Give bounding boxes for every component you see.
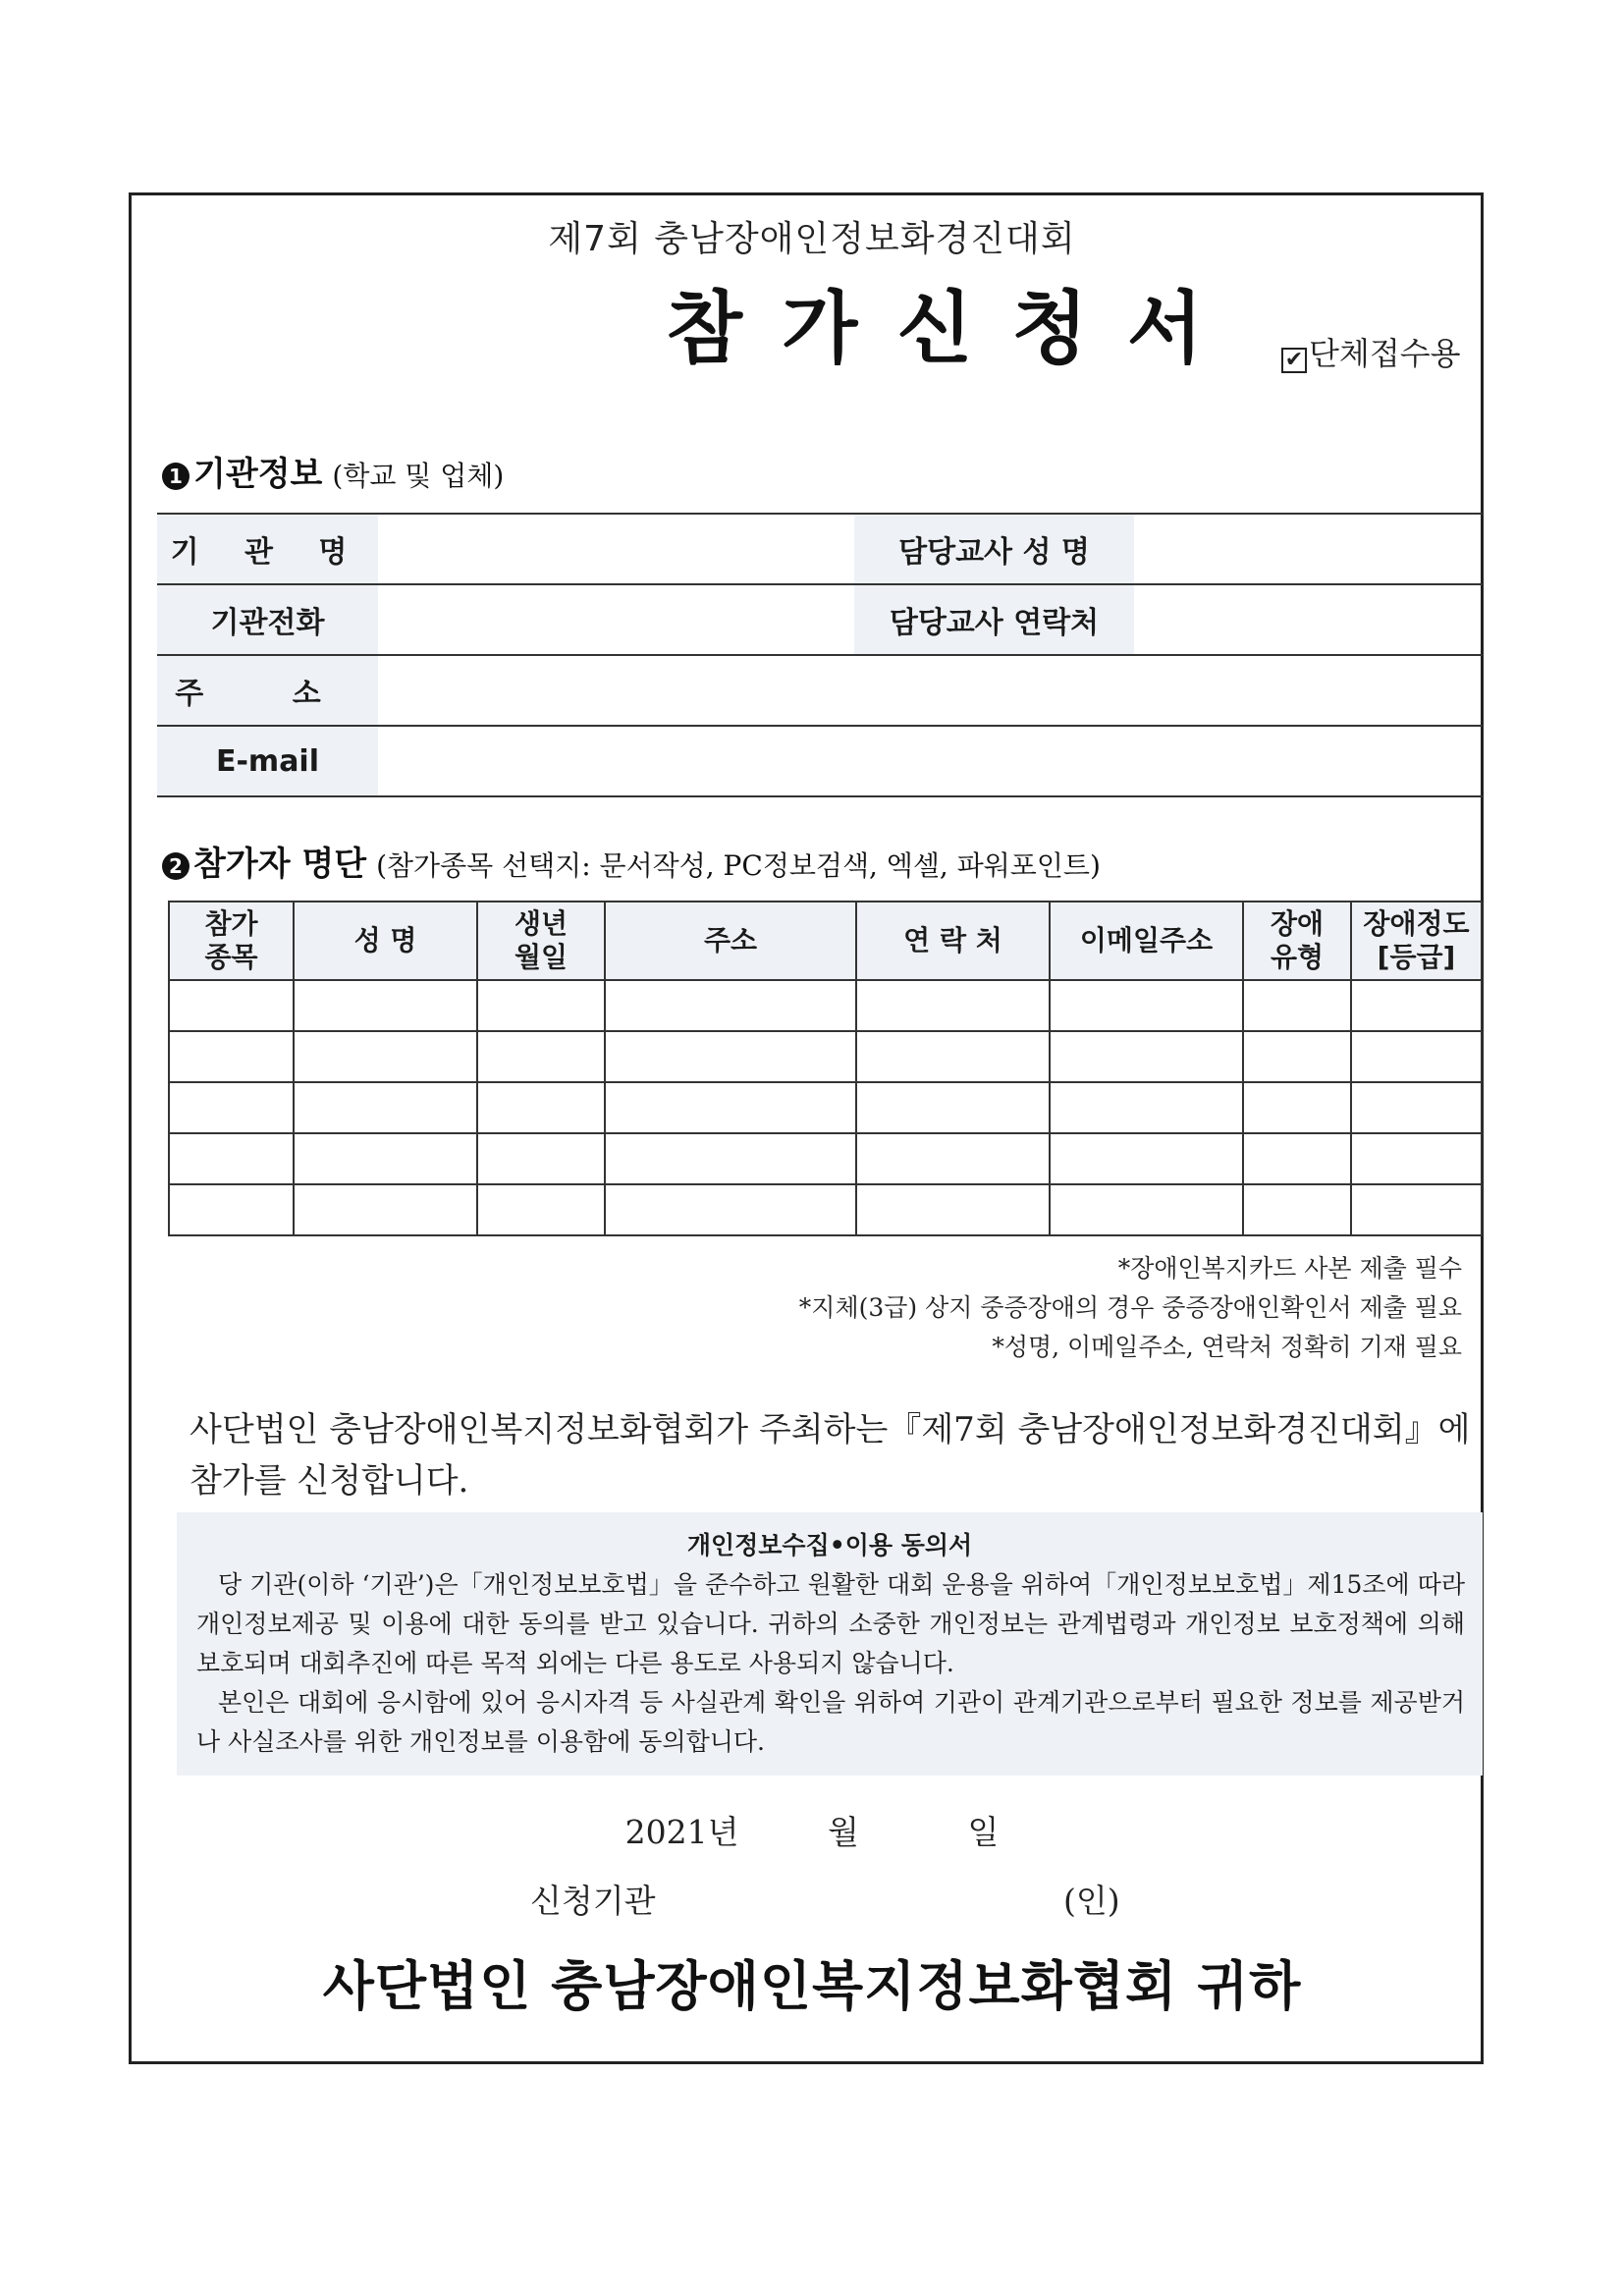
table-cell[interactable]	[856, 980, 1050, 1031]
table-cell[interactable]	[294, 1133, 477, 1184]
addressee: 사단법인 충남장애인복지정보화협회 귀하	[322, 1955, 1302, 2017]
col-event: 참가 종목	[169, 902, 294, 980]
date-year: 2021년	[624, 1813, 739, 1851]
application-declaration: 사단법인 충남장애인복지정보화협회가 주최하는『제7회 충남장애인정보화경진대회』에 참가를 신청합니다.	[189, 1410, 1471, 1501]
col-email: 이메일주소	[1050, 902, 1243, 980]
table-cell[interactable]	[1243, 1031, 1351, 1082]
application-date	[0, 1807, 1624, 1853]
info-row-address[interactable]	[157, 654, 1483, 725]
table-row	[169, 1031, 1482, 1082]
note-item: *성명, 이메일주소, 연락처 정확히 기재 필요	[992, 1333, 1462, 1361]
section-number-1: 1	[162, 463, 189, 490]
table-row	[169, 1133, 1482, 1184]
table-cell[interactable]	[1243, 1184, 1351, 1235]
col-disability-type: 장애 유형	[1243, 902, 1351, 980]
consent-title: 개인정보수집•이용 동의서	[686, 1531, 973, 1559]
table-cell[interactable]	[856, 1133, 1050, 1184]
event-subtitle: 제7회 충남장애인정보화경진대회	[548, 219, 1076, 259]
col-disability-grade: 장애정도 [등급]	[1351, 902, 1482, 980]
checkbox-icon[interactable]: ✔	[1281, 348, 1307, 373]
table-cell[interactable]	[294, 1184, 477, 1235]
address-label: 주 소	[157, 656, 378, 725]
note-item: *지체(3급) 상지 중증장애의 경우 중증장애인확인서 제출 필요	[798, 1293, 1462, 1322]
table-cell[interactable]	[605, 1031, 856, 1082]
info-row-name[interactable]	[157, 513, 1483, 583]
table-cell[interactable]	[856, 1082, 1050, 1133]
email-label: E-mail	[157, 727, 378, 795]
table-cell[interactable]	[169, 1031, 294, 1082]
group-submission-label: 단체접수용	[1309, 335, 1461, 372]
applicant-label: 신청기관	[530, 1882, 656, 1920]
teacher-contact-label: 담당교사 연락처	[854, 585, 1134, 654]
group-submission-option[interactable]	[1281, 329, 1461, 374]
institution-info-table	[157, 513, 1483, 797]
table-cell[interactable]	[169, 1133, 294, 1184]
table-cell[interactable]	[1050, 980, 1243, 1031]
table-cell[interactable]	[856, 1031, 1050, 1082]
section-number-2: 2	[162, 852, 189, 880]
table-cell[interactable]	[477, 1133, 605, 1184]
table-cell[interactable]	[169, 1082, 294, 1133]
table-cell[interactable]	[605, 1133, 856, 1184]
consent-paragraph: 본인은 대회에 응시함에 있어 응시자격 등 사실관계 확인을 위하여 기관이 관계기관으로부터 필요한 정보를 제공받거나 사실조사를 위한 개인정보를 이용함에 동의합니다.	[196, 1688, 1465, 1756]
requirements-notes	[799, 1249, 1462, 1367]
col-birth: 생년 월일	[477, 902, 605, 980]
section-note: (참가종목 선택지: 문서작성, PC정보검색, 엑셀, 파워포인트)	[376, 849, 1101, 882]
col-name: 성 명	[294, 902, 477, 980]
date-month: 월	[828, 1813, 859, 1851]
section-participants-heading	[162, 837, 1101, 885]
section-title: 참가자 명단	[193, 845, 367, 884]
table-cell[interactable]	[1050, 1082, 1243, 1133]
table-cell[interactable]	[1351, 980, 1482, 1031]
date-day: 일	[967, 1813, 1000, 1851]
consent-body	[177, 1561, 1483, 1762]
teacher-name-label: 담당교사 성 명	[854, 515, 1134, 583]
table-cell[interactable]	[477, 1184, 605, 1235]
table-cell[interactable]	[169, 1184, 294, 1235]
info-row-phone[interactable]	[157, 583, 1483, 654]
institution-phone-label: 기관전화	[157, 585, 378, 654]
table-cell[interactable]	[294, 980, 477, 1031]
info-row-email[interactable]	[157, 725, 1483, 797]
table-cell[interactable]	[294, 1082, 477, 1133]
table-cell[interactable]	[1243, 1082, 1351, 1133]
section-note: (학교 및 업체)	[332, 460, 505, 492]
table-cell[interactable]	[477, 980, 605, 1031]
table-cell[interactable]	[477, 1082, 605, 1133]
table-cell[interactable]	[1351, 1031, 1482, 1082]
table-cell[interactable]	[605, 980, 856, 1031]
form-title-text: 참가신청서	[666, 283, 1243, 374]
table-cell[interactable]	[605, 1184, 856, 1235]
note-item: *장애인복지카드 사본 제출 필수	[1117, 1254, 1462, 1283]
table-row	[169, 1082, 1482, 1133]
section-institution-heading	[162, 447, 504, 495]
table-cell[interactable]	[856, 1184, 1050, 1235]
table-cell[interactable]	[1243, 980, 1351, 1031]
table-row	[169, 980, 1482, 1031]
table-cell[interactable]	[1050, 1184, 1243, 1235]
table-cell[interactable]	[605, 1082, 856, 1133]
table-cell[interactable]	[1351, 1133, 1482, 1184]
seal-label: (인)	[1063, 1882, 1120, 1920]
institution-name-label: 기 관 명	[157, 515, 378, 583]
table-cell[interactable]	[1050, 1133, 1243, 1184]
table-header-row	[169, 902, 1482, 980]
col-address: 주소	[605, 902, 856, 980]
table-cell[interactable]	[477, 1031, 605, 1082]
section-title: 기관정보	[193, 455, 323, 494]
table-cell[interactable]	[1351, 1184, 1482, 1235]
table-cell[interactable]	[1351, 1082, 1482, 1133]
table-row	[169, 1184, 1482, 1235]
table-cell[interactable]	[1050, 1031, 1243, 1082]
table-cell[interactable]	[169, 980, 294, 1031]
table-cell[interactable]	[1243, 1133, 1351, 1184]
participant-table	[168, 901, 1483, 1236]
col-contact: 연 락 처	[856, 902, 1050, 980]
table-cell[interactable]	[294, 1031, 477, 1082]
consent-paragraph: 당 기관(이하 ‘기관’)은「개인정보보호법」을 준수하고 원활한 대회 운용을 위하여「개인정보보호법」제15조에 따라 개인정보제공 및 이용에 대한 동의를 받고 있습니다. 귀하의 소중한 개인정보는 관계법령과 개인정보 보호정책에 의해 보호되며 대회추진에 따른 목적 외에는 다른 용도로 사용되지 않습니다.	[196, 1570, 1465, 1677]
privacy-consent-box	[177, 1512, 1483, 1776]
